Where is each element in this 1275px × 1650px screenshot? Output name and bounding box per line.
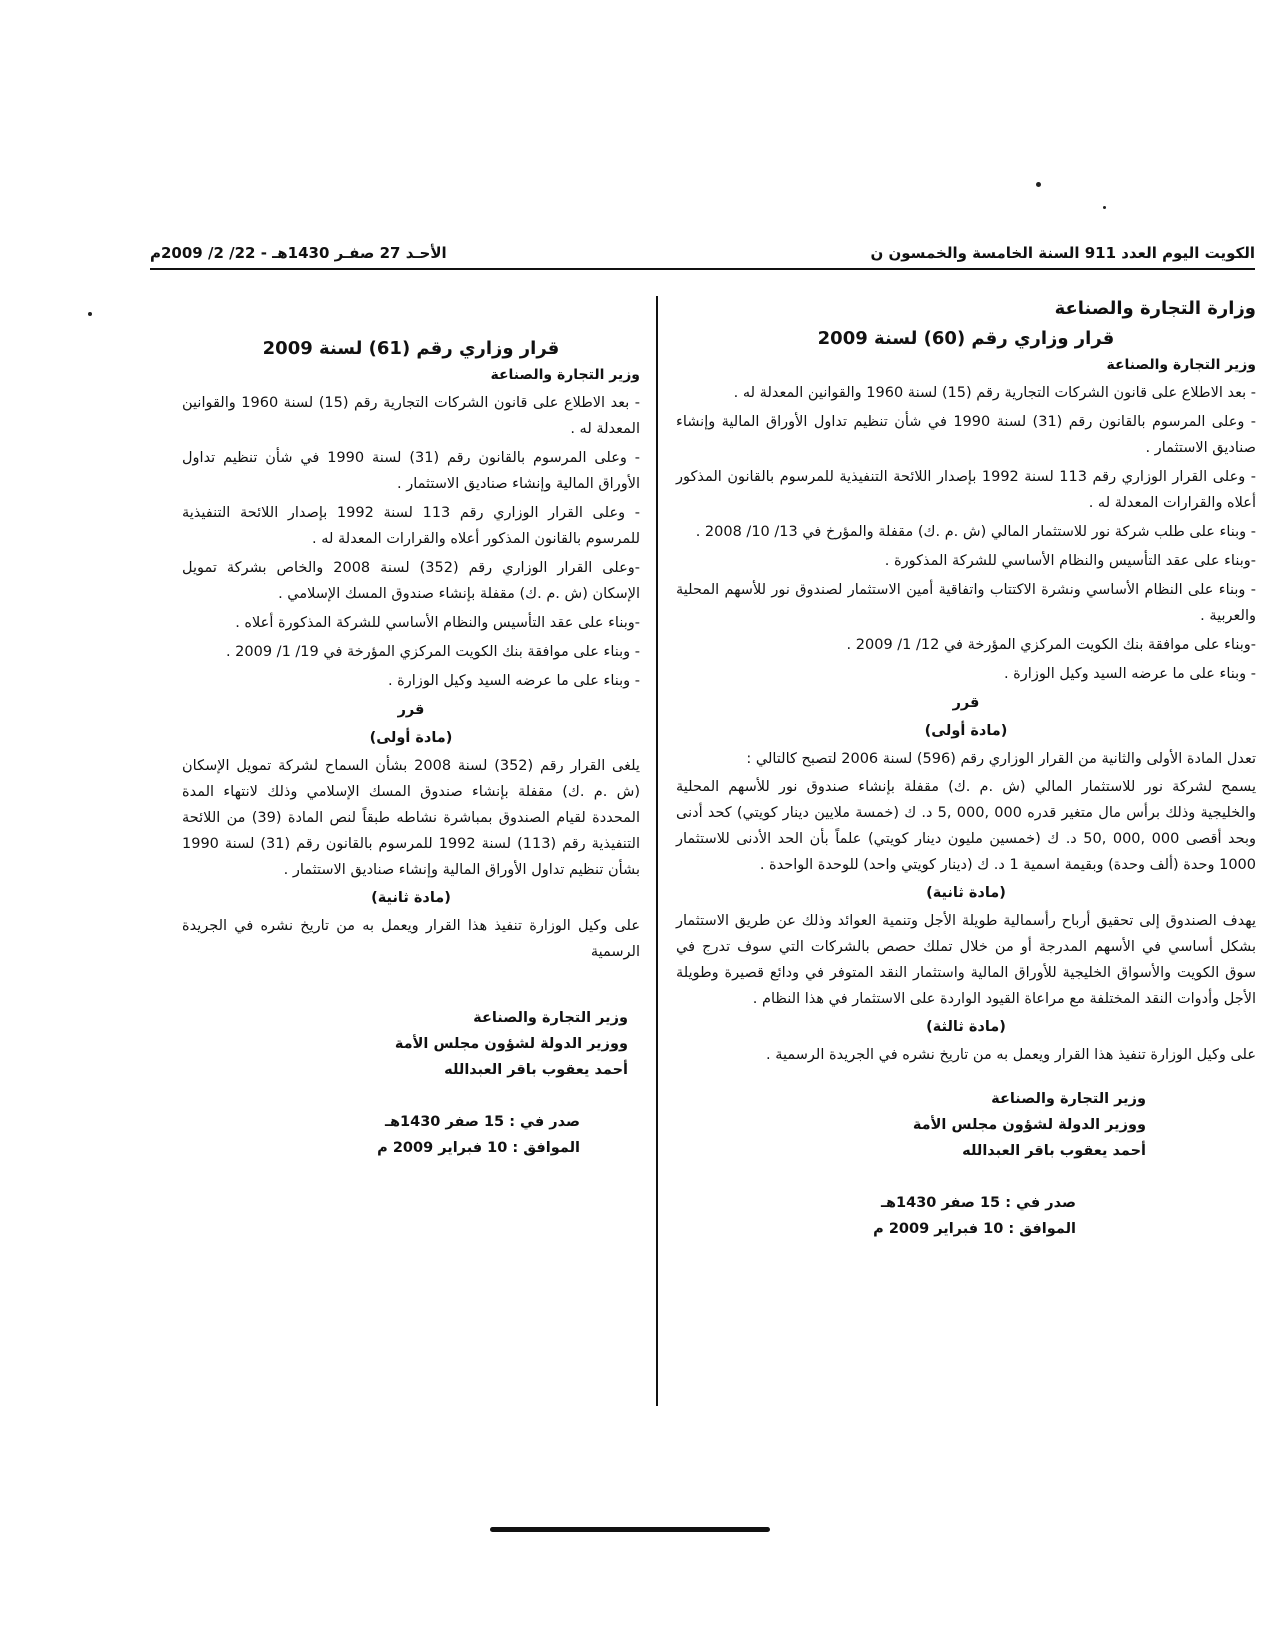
- decree-60-column: [676, 296, 1256, 1242]
- decree-title: قرار وزاري رقم (60) لسنة 2009: [817, 328, 1115, 349]
- scan-speck: [88, 312, 92, 316]
- preamble-paragraph: - وعلى القرار الوزاري رقم 113 لسنة 1992 بإصدار اللائحة التنفيذية للمرسوم بالقانون المذكور أعلاه والقرارات المعدلة له .: [182, 505, 640, 547]
- decree-title: قرار وزاري رقم (61) لسنة 2009: [262, 338, 560, 359]
- issued-gregorian-date: الموافق : 10 فبراير 2009 م: [873, 1221, 1076, 1237]
- ministry-heading: وزارة التجارة والصناعة: [1054, 298, 1256, 319]
- preamble-paragraph: - وبناء على ما عرضه السيد وكيل الوزارة .: [387, 673, 640, 689]
- signatory-name: أحمد يعقوب باقر العبدالله: [444, 1062, 628, 1078]
- signature-block: [182, 1005, 628, 1083]
- preamble-paragraph: - بعد الاطلاع على قانون الشركات التجارية رقم (15) لسنة 1960 والقوانين المعدلة له .: [733, 385, 1256, 401]
- issue-date-block: [676, 1190, 1076, 1242]
- preamble-paragraph: - وعلى المرسوم بالقانون رقم (31) لسنة 1990 في شأن تنظيم تداول الأوراق المالية وإنشاء صناديق الاستثمار .: [182, 450, 640, 492]
- article-text: يلغى القرار رقم (352) لسنة 2008 بشأن السماح لشركة تمويل الإسكان (ش .م .ك) مقفلة بإنشاء صندوق المسك الإسلامي وذلك لانتهاء المدة المحددة لقيام الصندوق بمباشرة نشاطه طبقاً لنص المادة (39) من اللائحة التنفيذية رقم (113) لسنة 1992 للمرسوم بالقانون رقم (31) لسنة 1990 بشأن تنظيم تداول الأوراق المالية وإنشاء صناديق الاستثمار .: [182, 758, 641, 878]
- issue-date-block: [182, 1109, 580, 1161]
- signatory-title: ووزير الدولة لشؤون مجلس الأمة: [912, 1117, 1146, 1133]
- decided-heading: قرر: [952, 695, 980, 711]
- decree-subtitle: وزير التجارة والصناعة: [490, 367, 640, 383]
- scan-speck: [1103, 206, 1106, 209]
- article-text: يهدف الصندوق إلى تحقيق أرباح رأسمالية طويلة الأجل وتنمية العوائد وذلك عن طريق الاستثمار بشكل أساسي في الأسهم المدرجة أو من خلال تملك حصص بالشركات التي سوف تدرج في سوق الكويت والأسواق الخليجية للأوراق المالية واستثمار النقد المتوفر في ودائع قصيرة وطويلة الأجل وأدوات النقد المختلفة مع مراعاة القيود الواردة على الاستثمار في هذا النظام .: [676, 913, 1256, 1007]
- article-heading: (مادة ثالثة): [926, 1019, 1006, 1035]
- article-text: على وكيل الوزارة تنفيذ هذا القرار ويعمل به من تاريخ نشره في الجريدة الرسمية .: [766, 1047, 1256, 1063]
- issued-gregorian-date: الموافق : 10 فبراير 2009 م: [377, 1140, 580, 1156]
- issued-hijri-date: صدر في : 15 صفر 1430هـ: [881, 1195, 1076, 1211]
- issued-hijri-date: صدر في : 15 صفر 1430هـ: [385, 1114, 580, 1130]
- signature-block: [676, 1086, 1146, 1164]
- preamble-paragraph: - وعلى القرار الوزاري رقم 113 لسنة 1992 بإصدار اللائحة التنفيذية للمرسوم بالقانون المذكور أعلاه والقرارات المعدلة له .: [676, 469, 1256, 511]
- signatory-title: ووزير الدولة لشؤون مجلس الأمة: [394, 1036, 628, 1052]
- article-text: على وكيل الوزارة تنفيذ هذا القرار ويعمل به من تاريخ نشره في الجريدة الرسمية: [182, 918, 640, 960]
- preamble-paragraph: -وعلى القرار الوزاري رقم (352) لسنة 2008 والخاص بشركة تمويل الإسكان (ش .م .ك) مقفلة بإنشاء صندوق المسك الإسلامي .: [182, 560, 640, 602]
- decree-subtitle: وزير التجارة والصناعة: [1106, 357, 1256, 373]
- preamble-paragraph: - وبناء على ما عرضه السيد وكيل الوزارة .: [1003, 666, 1256, 682]
- signatory-title: وزير التجارة والصناعة: [473, 1010, 628, 1026]
- signatory-name: أحمد يعقوب باقر العبدالله: [962, 1143, 1146, 1159]
- header-publication-info: الكويت اليوم العدد 911 السنة الخامسة والخمسون ن: [870, 244, 1255, 262]
- header-rule: [150, 268, 1255, 270]
- preamble-paragraph: - وبناء على طلب شركة نور للاستثمار المالي (ش .م .ك) مقفلة والمؤرخ في 13/ 10/ 2008 .: [695, 524, 1256, 540]
- article-heading: (مادة أولى): [924, 723, 1008, 739]
- preamble-paragraph: -وبناء على عقد التأسيس والنظام الأساسي للشركة المذكورة .: [884, 553, 1256, 569]
- signatory-title: وزير التجارة والصناعة: [991, 1091, 1146, 1107]
- decree-61-column: [182, 336, 640, 1161]
- preamble-paragraph: -وبناء على موافقة بنك الكويت المركزي المؤرخة في 12/ 1/ 2009 .: [846, 637, 1256, 653]
- scan-speck: [1036, 182, 1041, 187]
- preamble-paragraph: - بعد الاطلاع على قانون الشركات التجارية رقم (15) لسنة 1960 والقوانين المعدلة له .: [182, 395, 640, 437]
- preamble-paragraph: - وبناء على النظام الأساسي ونشرة الاكتتاب واتفاقية أمين الاستثمار لصندوق نور للأسهم المحلية والعربية .: [676, 582, 1256, 624]
- article-heading: (مادة ثانية): [926, 885, 1006, 901]
- article-intro: تعدل المادة الأولى والثانية من القرار الوزاري رقم (596) لسنة 2006 لتصبح كالتالي :: [746, 751, 1256, 767]
- footer-rule: [490, 1527, 770, 1532]
- article-heading: (مادة ثانية): [371, 890, 451, 906]
- column-divider: [656, 296, 658, 1406]
- article-text: يسمح لشركة نور للاستثمار المالي (ش .م .ك) مقفلة بإنشاء صندوق نور للأسهم المحلية والخليجية وذلك برأس مال متغير قدره 000 ,000 ,5 د. ك (خمسة ملايين دينار كويتي) كحد أدنى وبحد أقصى 000 ,000 ,50 د. ك (خمسين مليون دينار كويتي) علماً بأن الحد الأدنى للاستثمار 1000 وحدة (ألف وحدة) وبقيمة اسمية 1 د. ك (دينار كويتي واحد) للوحدة الواحدة .: [676, 779, 1257, 873]
- header-date: الأحـد 27 صفـر 1430هـ - 22/ 2/ 2009م: [150, 244, 447, 262]
- preamble-paragraph: - وبناء على موافقة بنك الكويت المركزي المؤرخة في 19/ 1/ 2009 .: [225, 644, 640, 660]
- article-heading: (مادة أولى): [369, 730, 453, 746]
- preamble-paragraph: - وعلى المرسوم بالقانون رقم (31) لسنة 1990 في شأن تنظيم تداول الأوراق المالية وإنشاء صناديق الاستثمار .: [676, 414, 1256, 456]
- decided-heading: قرر: [397, 702, 425, 718]
- preamble-paragraph: -وبناء على عقد التأسيس والنظام الأساسي للشركة المذكورة أعلاه .: [235, 615, 640, 631]
